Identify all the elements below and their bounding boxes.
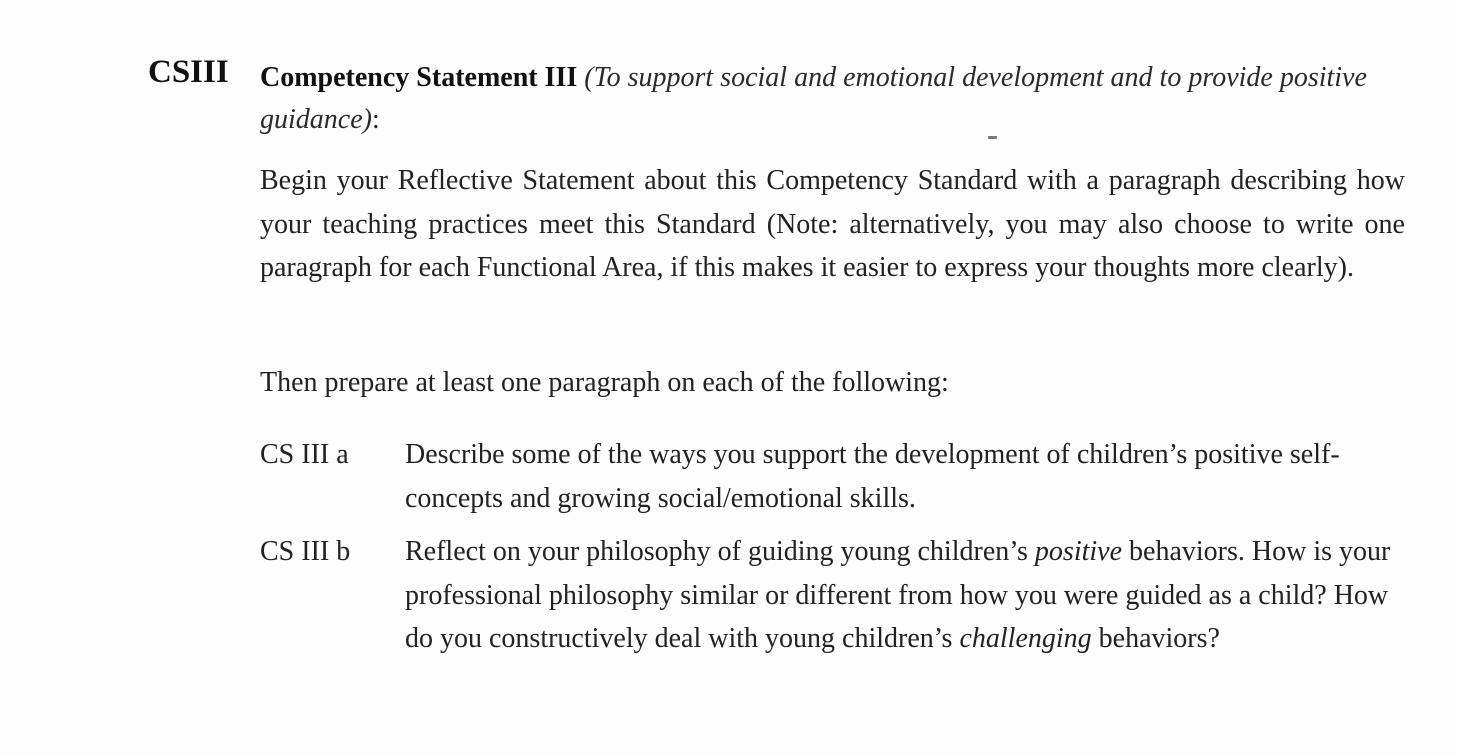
section-code: CSIII (148, 54, 229, 90)
item-text (405, 530, 1405, 661)
section-title: Competency Statement III (260, 62, 578, 93)
section-subtitle: (To support social and emotional development and to provide positive guidance) (260, 62, 1367, 135)
item-text-part: behaviors? (1091, 623, 1220, 654)
emphasis-positive: positive (1034, 536, 1123, 567)
item-label: CS III a (260, 439, 349, 470)
item-text-part: behaviors. How is your professional philosophy similar or different from how you were guided as a child? How do you constructively deal with young children’s (405, 536, 1391, 654)
item-text: Describe some of the ways you support the development of children’s positive self-concepts and growing social/emotional skills. (405, 439, 1340, 514)
intro-paragraph: Begin your Reflective Statement about this Competency Standard with a paragraph describing how your teaching practices meet this Standard (Note: alternatively, you may also choose to write one paragraph for each Functional Area, if this makes it easier to express your thoughts more clearly). (260, 165, 1405, 283)
section-heading-text (260, 57, 1405, 141)
item-label: CS III b (260, 536, 351, 567)
item-text-part: Reflect on your philosophy of guiding young children’s (405, 536, 1035, 567)
scan-speck (988, 136, 997, 139)
heading-colon: : (371, 104, 380, 135)
lead-paragraph: Then prepare at least one paragraph on each of the following: (260, 367, 949, 398)
emphasis-challenging: challenging (959, 623, 1092, 654)
